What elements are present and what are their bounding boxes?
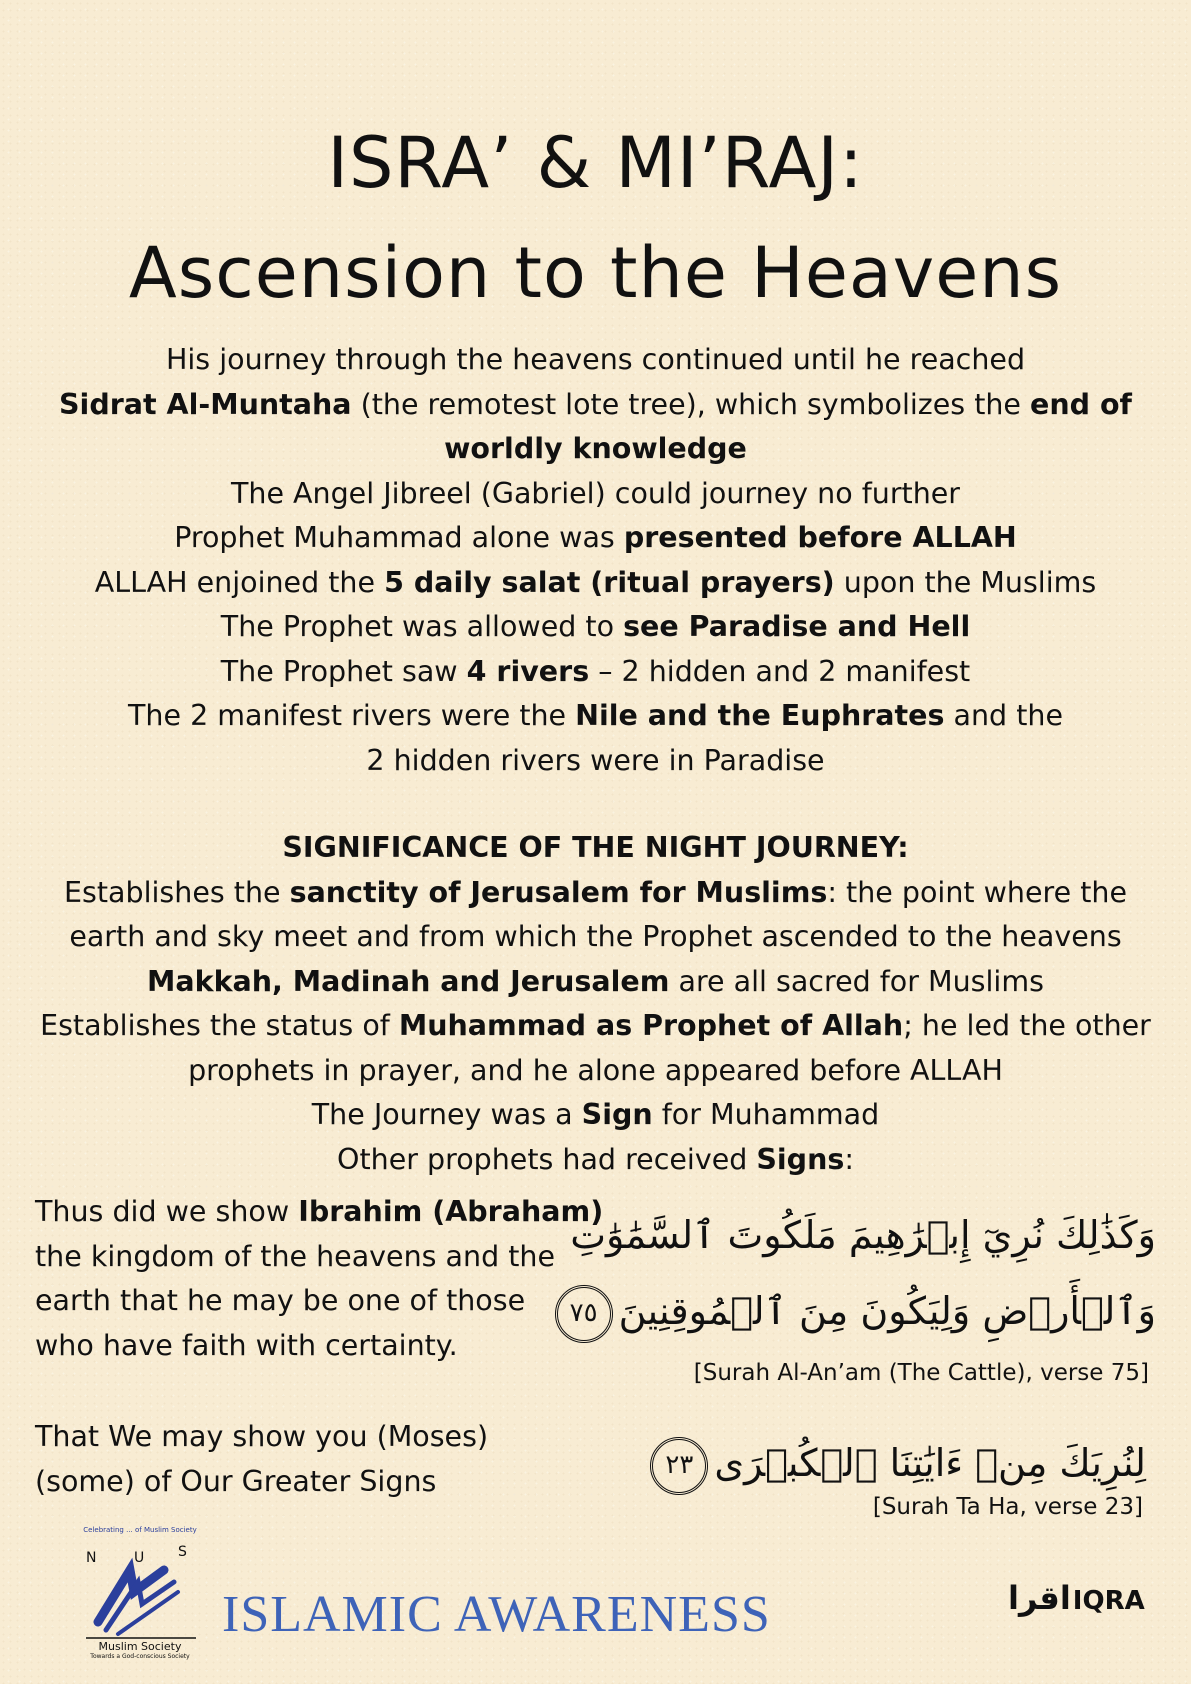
verse-2-translation — [35, 1415, 625, 1504]
bold-span: sanctity of Jerusalem for Muslims — [289, 875, 828, 909]
ayah-number-marker: ٢٣ — [650, 1437, 708, 1495]
text-line: earth that he may be one of those — [35, 1284, 526, 1317]
text-line — [20, 739, 1171, 784]
iqra-logo — [1008, 1578, 1145, 1621]
text-line: (some) of Our Greater Signs — [35, 1464, 437, 1498]
text-line — [20, 383, 1171, 428]
bold-span: Makkah, Madinah and Jerusalem — [147, 964, 670, 998]
arabic-text: لِنُرِيَكَ مِنۡ ءَايَٰتِنَا ٱلۡكُبۡرَى — [714, 1441, 1146, 1485]
text-span: Thus did we show — [35, 1195, 299, 1228]
ayah-number-marker: ٧٥ — [555, 1285, 613, 1343]
bold-span: see Paradise and Hell — [623, 610, 971, 643]
verse-2-arabic — [644, 1428, 1146, 1498]
text-line — [20, 650, 1171, 695]
nus-letter-n: N — [86, 1550, 97, 1566]
text-span: ; he led the other — [903, 1009, 1151, 1042]
text-span: His journey through the heavens continued until he reached — [165, 343, 1026, 376]
text-span: (the remotest lote tree), which symbolizes the — [351, 387, 1031, 421]
nus-swoosh-icon — [98, 1570, 178, 1634]
significance-section — [20, 826, 1171, 1182]
text-line — [20, 561, 1171, 606]
nus-letter-u: U — [134, 1550, 145, 1566]
text-line: the kingdom of the heavens and the — [35, 1239, 555, 1273]
text-span: : the point where the — [827, 875, 1127, 909]
text-span: The Prophet saw — [220, 654, 467, 688]
iqra-latin: IQRA — [1072, 1586, 1145, 1616]
text-span: prophets in prayer, and he alone appeared before ALLAH — [188, 1053, 1003, 1087]
text-span: are all sacred for Muslims — [669, 964, 1044, 998]
text-line — [20, 960, 1171, 1005]
text-line — [20, 1138, 1171, 1183]
nus-name: Muslim Society — [98, 1640, 182, 1653]
bold-span: Ibrahim (Abraham) — [298, 1195, 604, 1228]
bold-span: Sign — [581, 1098, 653, 1131]
text-span: Prophet Muhammad alone was — [174, 521, 624, 554]
nus-muslim-society-logo — [78, 1522, 202, 1660]
bold-span: presented before ALLAH — [623, 521, 1017, 554]
text-span: The Angel Jibreel (Gabriel) could journey no further — [230, 476, 961, 510]
text-line — [20, 338, 1171, 383]
text-span: 2 hidden rivers were in Paradise — [366, 743, 825, 777]
text-span: : — [844, 1142, 854, 1176]
text-span: earth and sky meet and from which the Prophet ascended to the heavens — [69, 920, 1122, 953]
nus-letter-s: S — [178, 1544, 187, 1560]
bold-span: Nile and the Euphrates — [575, 699, 945, 732]
bold-span: Signs — [756, 1142, 845, 1176]
text-span: The Prophet was allowed to — [220, 610, 624, 643]
text-span: ALLAH enjoined the — [94, 565, 385, 599]
text-line — [20, 1004, 1171, 1049]
bold-span: worldly knowledge — [444, 432, 747, 465]
bold-span: end of — [1030, 387, 1132, 421]
bold-span: 5 daily salat (ritual prayers) — [384, 565, 835, 599]
text-line: That We may show you (Moses) — [35, 1420, 489, 1453]
text-line — [20, 516, 1171, 561]
bold-span: Muhammad as Prophet of Allah — [398, 1009, 904, 1042]
nus-tagline: Towards a God-conscious Society — [90, 1653, 190, 1660]
text-span: Establishes the status of — [40, 1009, 399, 1042]
arabic-text: وَٱلۡأَرۡضِ وَلِيَكُونَ مِنَ ٱلۡمُوقِنِينَ — [618, 1289, 1156, 1333]
text-span: Other prophets had received — [337, 1142, 757, 1176]
text-span: for Muhammad — [652, 1098, 880, 1131]
islamic-awareness-brand: ISLAMIC AWARENESS — [222, 1586, 771, 1643]
text-span: The 2 manifest rivers were the — [128, 699, 576, 732]
journey-section — [20, 338, 1171, 783]
text-span: upon the Muslims — [834, 565, 1097, 599]
bold-span: Sidrat Al-Muntaha — [59, 387, 352, 421]
poster-title — [0, 108, 1191, 328]
text-span: and the — [944, 699, 1063, 732]
nus-top-caption: Celebrating ... of Muslim Society — [83, 1526, 197, 1534]
title-line-2: Ascension to the Heavens — [128, 232, 1063, 314]
text-span: The Journey was a — [311, 1098, 582, 1131]
section-heading — [20, 826, 1171, 871]
text-line — [20, 1049, 1171, 1094]
text-line — [20, 472, 1171, 517]
verse-1-arabic-line-2 — [549, 1276, 1156, 1346]
text-span: – 2 hidden and 2 manifest — [589, 654, 971, 688]
text-line — [20, 694, 1171, 739]
verse-1-arabic-line-1: وَكَذَٰلِكَ نُرِيٓ إِبۡرَٰهِيمَ مَلَكُوتَ ٱلسَّمَٰوَٰتِ — [570, 1213, 1156, 1257]
text-line: who have faith with certainty. — [35, 1328, 458, 1362]
iqra-arabic: اقرا — [1008, 1579, 1071, 1617]
verse-2-citation: [Surah Ta Ha, verse 23] — [872, 1494, 1143, 1520]
text-line — [20, 427, 1171, 472]
title-line-1: ISRA’ & MI’RAJ: — [327, 122, 864, 204]
text-line — [20, 871, 1171, 916]
bold-span: SIGNIFICANCE OF THE NIGHT JOURNEY: — [282, 831, 909, 864]
text-line — [20, 915, 1171, 960]
verse-1-translation — [35, 1190, 625, 1368]
text-line — [20, 605, 1171, 650]
text-line — [35, 1190, 625, 1235]
text-line — [20, 1093, 1171, 1138]
bold-span: 4 rivers — [466, 654, 590, 688]
verse-1-citation: [Surah Al-An’am (The Cattle), verse 75] — [693, 1360, 1149, 1386]
text-span: Establishes the — [64, 875, 290, 909]
